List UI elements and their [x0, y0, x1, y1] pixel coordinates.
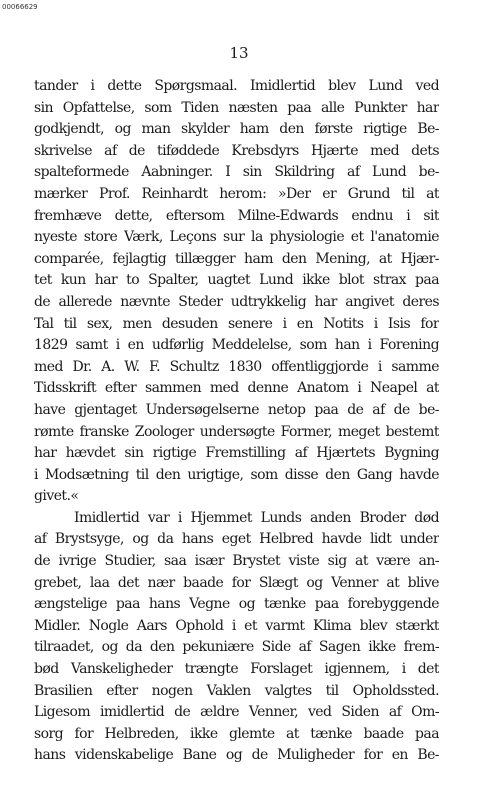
text-line: de ivrige Studier, saa især Brystet viste sig at være an-: [34, 553, 439, 570]
text-line: Brasilien efter nogen Vaklen valgtes til Opholdssted.: [34, 682, 439, 699]
text-line: grebet, laa det nær baade for Slægt og Venner at blive: [34, 574, 439, 591]
body-text: [34, 76, 439, 767]
text-line: med Dr. A. W. F. Schultz 1830 offentliggjorde i samme: [34, 358, 439, 375]
scan-id: 00066629: [2, 3, 38, 11]
text-line: i Modsætning til den urigtige, som disse den Gang havde: [34, 466, 439, 483]
text-line: tilraadet, og da den pekuniære Side af Sagen ikke frem-: [34, 639, 439, 656]
text-line: comparée, fejlagtig tillægger ham den Mening, at Hjær-: [34, 250, 439, 267]
text-line: skrivelse af de tiføddede Krebsdyrs Hjærte med dets: [34, 142, 439, 159]
text-line: tet kun har to Spalter, uagtet Lund ikke blot strax paa: [34, 272, 439, 289]
text-line: have gjentaget Undersøgelserne netop paa de af de be-: [34, 401, 439, 418]
text-line: hans videnskabelige Bane og de Muligheder for en Be-: [34, 747, 439, 764]
text-line: Imidlertid var i Hjemmet Lunds anden Broder død: [74, 509, 439, 526]
text-line: 1829 samt i en udførlig Meddelelse, som han i Forening: [34, 337, 439, 354]
text-line: Tal til sex, men desuden senere i en Notits i Isis for: [34, 315, 439, 332]
text-line: Ligesom imidlertid de ældre Venner, ved Siden af Om-: [34, 704, 439, 721]
text-line: fremhæve dette, eftersom Milne-Edwards endnu i sit: [34, 207, 439, 224]
text-line: de allerede nævnte Steder udtrykkelig har angivet deres: [34, 293, 439, 310]
text-line: sorg for Helbreden, ikke glemte at tænke baade paa: [34, 725, 439, 742]
page-number: 13: [229, 44, 249, 62]
text-line: godkjendt, og man skylder ham den første rigtige Be-: [34, 121, 439, 138]
text-line: mærker Prof. Reinhardt herom: »Der er Grund til at: [34, 185, 439, 202]
text-line: Midler. Nogle Aars Ophold i et varmt Klima blev stærkt: [34, 617, 439, 634]
text-line: bød Vanskeligheder trængte Forslaget igjennem, i det: [34, 661, 439, 678]
text-line: rømte franske Zoologer undersøgte Former, meget bestemt: [34, 423, 439, 440]
text-line: spalteformede Aabninger. I sin Skildring af Lund be-: [34, 164, 439, 181]
text-line: tander i dette Spørgsmaal. Imidlertid blev Lund ved: [34, 78, 439, 94]
text-line: ængstelige paa hans Vegne og tænke paa forebyggende: [34, 596, 439, 613]
text-line: givet.«: [34, 488, 79, 505]
text-line: har hævdet sin rigtige Fremstilling af Hjærtets Bygning: [34, 445, 439, 462]
text-line: sin Opfattelse, som Tiden næsten paa alle Punkter har: [34, 99, 439, 116]
text-line: Tidsskrift efter sammen med denne Anatom i Neapel at: [34, 380, 439, 397]
text-line: nyeste store Værk, Leçons sur la physiologie et l'anatomie: [34, 229, 439, 246]
text-line: af Brystsyge, og da hans eget Helbred havde lidt under: [34, 531, 439, 548]
